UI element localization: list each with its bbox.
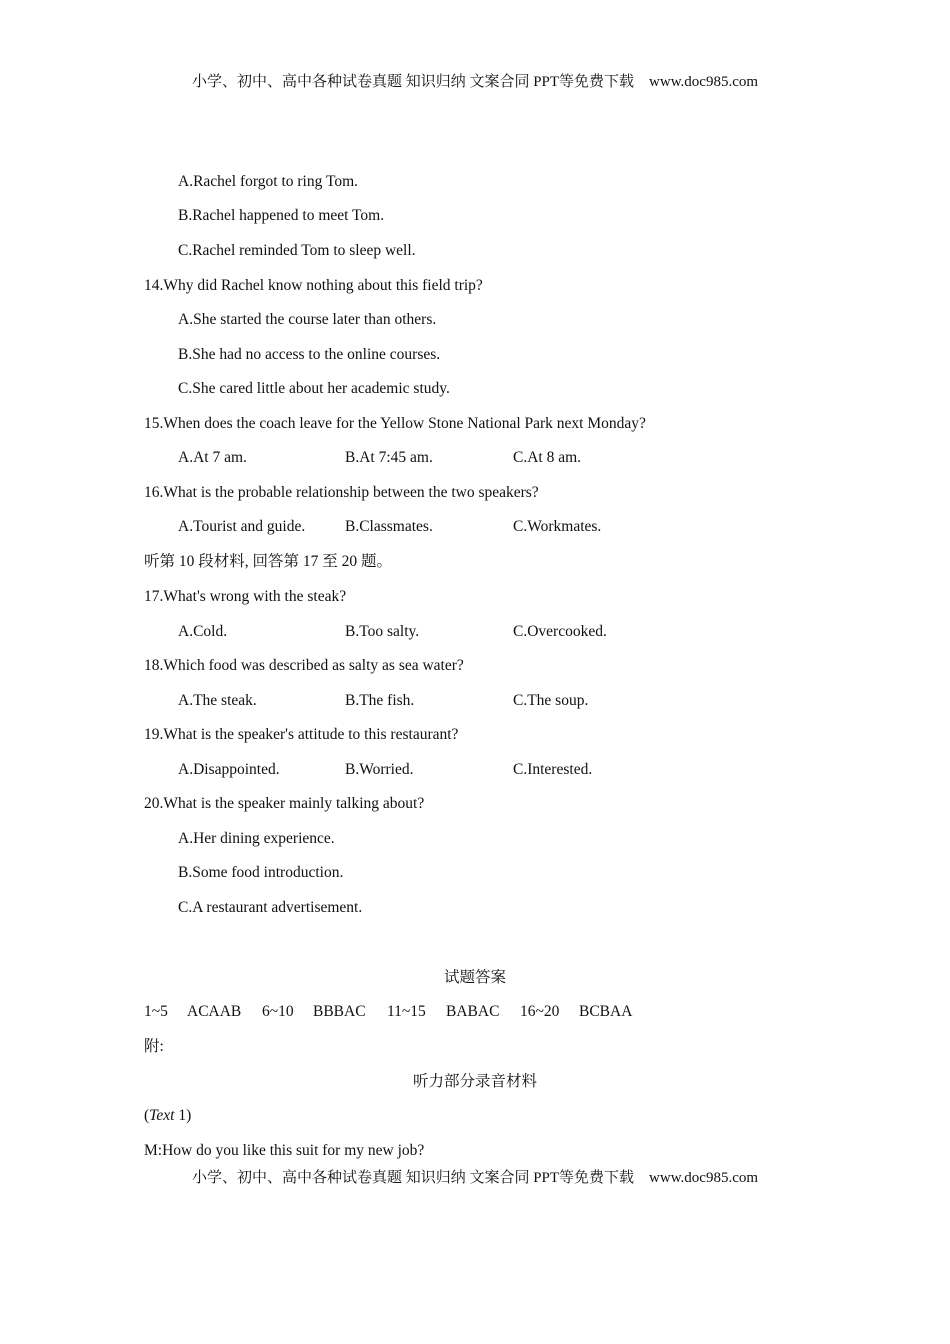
answers-title: 试题答案 [443, 969, 506, 986]
q18-question: 18.Which food was described as salty as sea water? [144, 657, 464, 674]
q17-question: 17.What's wrong with the steak? [144, 588, 347, 605]
q18-option-a: A.The steak. [178, 692, 257, 709]
text-1-number: 1) [174, 1107, 192, 1124]
q15-option-c: C.At 8 am. [513, 449, 582, 466]
q18-option-c: C.The soup. [513, 692, 589, 709]
transcript-line-1: M:How do you like this suit for my new job? [144, 1142, 425, 1159]
q19-option-b: B.Worried. [345, 761, 414, 778]
section-10-instruction: 听第 10 段材料, 回答第 17 至 20 题。 [144, 553, 393, 570]
q16-option-b: B.Classmates. [345, 518, 433, 535]
q15-question: 15.When does the coach leave for the Yellow Stone National Park next Monday? [144, 415, 646, 432]
q20-option-c: C.A restaurant advertisement. [178, 899, 363, 916]
page-header: 小学、初中、高中各种试卷真题 知识归纳 文案合同 PPT等免费下载 www.doc985.com [191, 74, 759, 90]
page-footer: 小学、初中、高中各种试卷真题 知识归纳 文案合同 PPT等免费下载 www.doc985.com [191, 1170, 759, 1186]
answer-value-1: ACAAB [187, 1003, 242, 1020]
answer-range-1: 1~5 [144, 1003, 168, 1020]
text-1-label [144, 1107, 191, 1125]
q14-question: 14.Why did Rachel know nothing about this field trip? [144, 277, 483, 294]
q14-option-a: A.She started the course later than others. [178, 311, 437, 328]
q19-option-a: A.Disappointed. [178, 761, 280, 778]
answer-range-3: 11~15 [387, 1003, 426, 1020]
answer-value-4: BCBAA [579, 1003, 633, 1020]
q17-option-b: B.Too salty. [345, 623, 420, 640]
answer-value-2: BBBAC [313, 1003, 366, 1020]
q16-option-c: C.Workmates. [513, 518, 602, 535]
q20-option-a: A.Her dining experience. [178, 830, 335, 847]
q14-option-b: B.She had no access to the online courses. [178, 346, 441, 363]
q15-option-a: A.At 7 am. [178, 449, 247, 466]
q20-question: 20.What is the speaker mainly talking about? [144, 795, 425, 812]
q20-option-b: B.Some food introduction. [178, 864, 344, 881]
q16-question: 16.What is the probable relationship between the two speakers? [144, 484, 539, 501]
q17-option-c: C.Overcooked. [513, 623, 607, 640]
transcript-title: 听力部分录音材料 [412, 1073, 537, 1090]
answer-value-3: BABAC [446, 1003, 500, 1020]
q15-option-b: B.At 7:45 am. [345, 449, 433, 466]
q13-option-c: C.Rachel reminded Tom to sleep well. [178, 242, 416, 259]
text-1-italic: Text [149, 1107, 175, 1124]
q19-option-c: C.Interested. [513, 761, 593, 778]
answer-range-4: 16~20 [520, 1003, 560, 1020]
q16-option-a: A.Tourist and guide. [178, 518, 306, 535]
text-1-open-paren: ( [144, 1107, 150, 1124]
q14-option-c: C.She cared little about her academic study. [178, 380, 450, 397]
q13-option-b: B.Rachel happened to meet Tom. [178, 207, 385, 224]
answer-range-2: 6~10 [262, 1003, 294, 1020]
q18-option-b: B.The fish. [345, 692, 415, 709]
q19-question: 19.What is the speaker's attitude to this restaurant? [144, 726, 459, 743]
q13-option-a: A.Rachel forgot to ring Tom. [178, 173, 359, 190]
appendix-label: 附: [144, 1038, 164, 1055]
q17-option-a: A.Cold. [178, 623, 228, 640]
